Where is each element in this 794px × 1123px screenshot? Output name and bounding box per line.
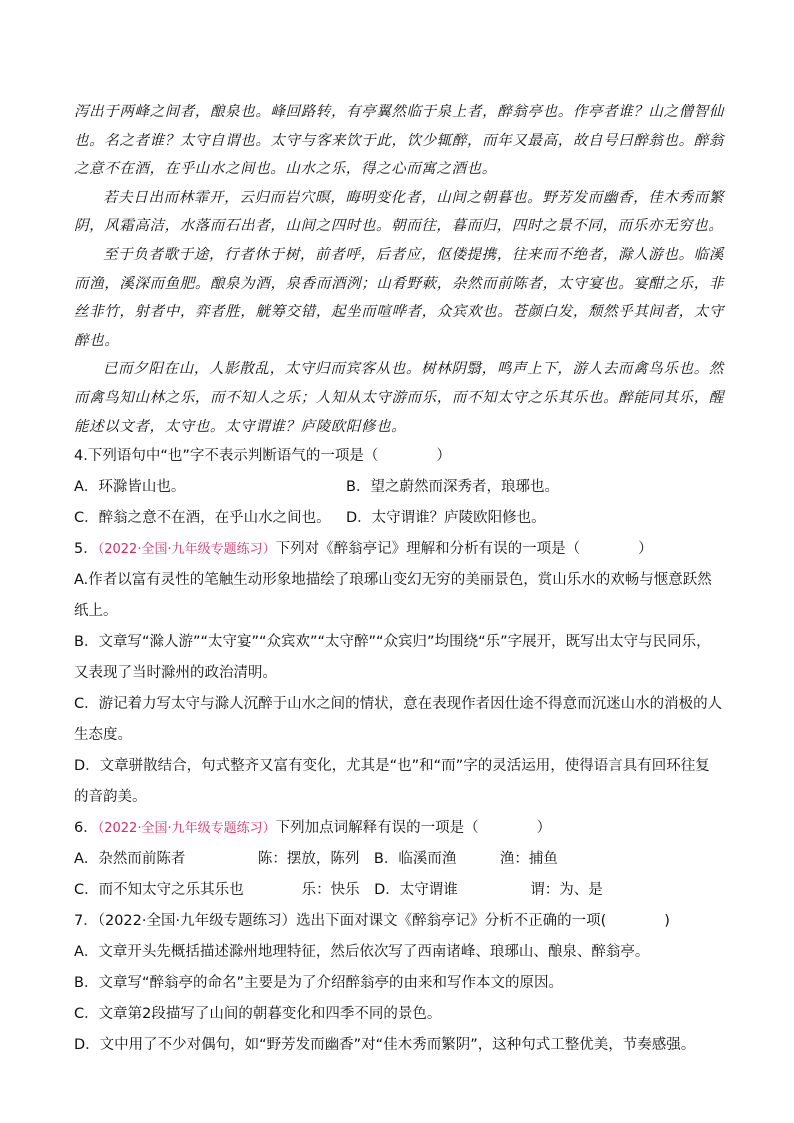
passage-paragraph-3: 至于负者歌于途，行者休于树，前者呼，后者应，伛偻提携，往来而不绝者，滁人游也。临溪而渔，溪深而鱼肥。酿泉为酒，泉香而酒洌；山肴野蔌，杂然而前陈者，太守宴也。宴酣之乐，非丝非竹，射者中，弈者胜，觥筹交错，起坐而喧哗者，众宾欢也。苍颜白发，颓然乎其间者，太守醉也。 (74, 246, 724, 349)
question-5-option-a: A.作者以富有灵性的笔触生动形象地描绘了琅琊山变幻无穷的美丽景色，赏山乐水的欢畅与惬意跃然纸上。 (74, 572, 712, 620)
question-4-option-d: D．太守谓谁？庐陵欧阳修也。 (346, 510, 546, 527)
question-7 (74, 906, 724, 1061)
question-6-option-a: A．杂然而前陈者 陈：摆放，陈列 (74, 851, 360, 868)
question-5-option-b: B．文章写“滁人游”“太守宴”“众宾欢”“太守醉”“众宾归”均围绕“乐”字展开，既写出太守与民同乐，又表现了当时滁州的政治清明。 (74, 634, 711, 682)
question-4-stem: 4.下列语句中“也”字不表示判断语气的一项是（ ） (74, 448, 451, 465)
question-7-option-d: D．文中用了不少对偶句，如“野芳发而幽香”对“佳木秀而繁阴”，这种句式工整优美，节奏感强。 (74, 1037, 696, 1054)
question-4-option-b: B．望之蔚然而深秀者，琅琊也。 (346, 479, 559, 496)
passage (74, 98, 724, 441)
question-6-option-b: B．临溪而渔 渔：捕鱼 (373, 851, 558, 868)
question-6-number: 6． (74, 820, 98, 837)
question-5-number: 5． (74, 541, 98, 558)
question-6-option-d: D．太守谓谁 谓：为、是 (374, 882, 603, 899)
question-6-stem: 下列加点词解释有误的一项是（ ） (275, 820, 552, 837)
passage-paragraph-2: 若夫日出而林霏开，云归而岩穴暝，晦明变化者，山间之朝暮也。野芳发而幽香，佳木秀而繁阴，风霜高洁，水落而石出者，山间之四时也。朝而往，暮而归，四时之景不同，而乐亦无穷也。 (74, 189, 724, 235)
question-4-option-a: A．环滁皆山也。 (74, 479, 186, 496)
question-5 (74, 534, 724, 813)
question-4-option-c: C．醉翁之意不在酒，在乎山水之间也。 (74, 510, 331, 527)
question-5-option-d: D．文章骈散结合，句式整齐又富有变化，尤其是“也”和“而”字的灵活运用，使得语言具有回环往复的音韵美。 (74, 758, 710, 806)
question-4-options-row-2 (74, 503, 724, 534)
question-6-source: （2022·全国·九年级专题练习） (97, 821, 276, 837)
question-5-source: （2022·全国·九年级专题练习） (97, 542, 276, 558)
question-7-option-a: A．文章开头先概括描述滁州地理特征，然后依次写了西南诸峰、琅琊山、酿泉、醉翁亭。 (74, 944, 650, 961)
passage-paragraph-4: 已而夕阳在山，人影散乱，太守归而宾客从也。树林阴翳，鸣声上下，游人去而禽鸟乐也。然而禽鸟知山林之乐，而不知人之乐；人知从太守游而乐，而不知太守之乐其乐也。醉能同其乐，醒能述以文者，太守也。太守谓谁？庐陵欧阳修也。 (74, 361, 724, 435)
question-5-option-c: C．游记着力写太守与滁人沉醉于山水之间的情状，意在表现作者因仕途不得意而沉迷山水的消极的人生态度。 (74, 696, 723, 744)
question-5-stem-line (74, 534, 724, 565)
question-7-option-c: C．文章第2段描写了山间的朝暮变化和四季不同的景色。 (74, 1006, 442, 1023)
passage-paragraph-1: 泻出于两峰之间者，酿泉也。峰回路转，有亭翼然临于泉上者，醉翁亭也。作亭者谁？山之僧智仙也。名之者谁？太守自谓也。太守与客来饮于此，饮少辄醉，而年又最高，故自号曰醉翁也。醉翁之意不在酒，在乎山水之间也。山水之乐，得之心而寓之酒也。 (74, 104, 724, 178)
question-6-stem-line (74, 813, 724, 844)
question-5-stem: 下列对《醉翁亭记》理解和分析有误的一项是（ ） (275, 541, 653, 558)
document-content (74, 98, 724, 1061)
question-7-option-b: B．文章写“醉翁亭的命名”主要是为了介绍醉翁亭的由来和写作本文的原因。 (74, 975, 563, 992)
question-6 (74, 813, 724, 906)
question-7-stem: 7．（2022·全国·九年级专题练习）选出下面对课文《醉翁亭记》分析不正确的一项( ) (74, 913, 670, 930)
question-6-options-row-1 (74, 844, 724, 875)
question-6-options-row-2 (74, 875, 724, 906)
question-4 (74, 441, 724, 534)
question-6-option-c: C．而不知太守之乐其乐也 乐：快乐 (74, 882, 360, 899)
question-4-options-row-1 (74, 472, 724, 503)
